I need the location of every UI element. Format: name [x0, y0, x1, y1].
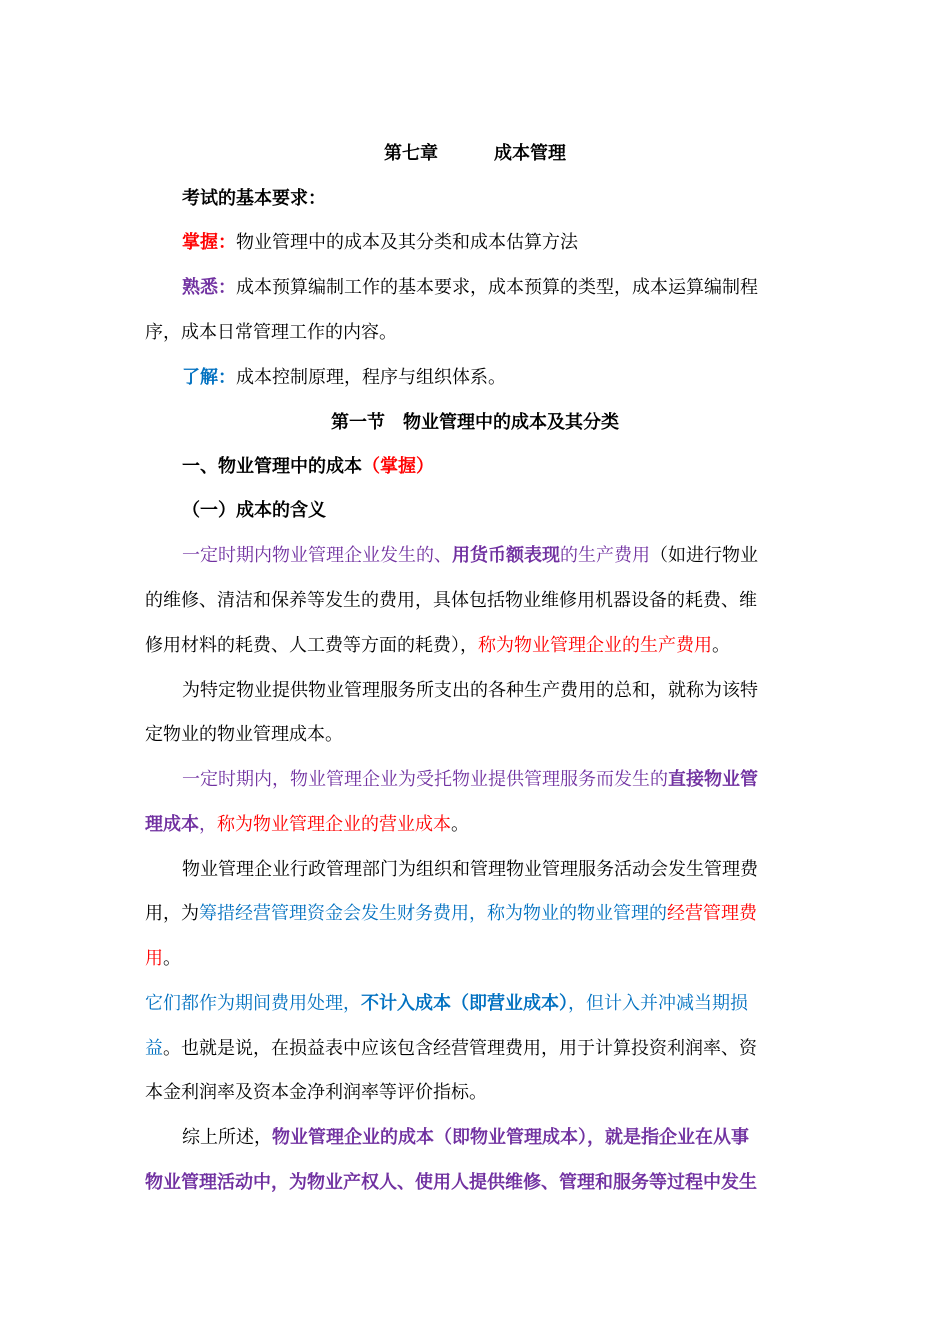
know-text: 成本控制原理，程序与组织体系。 — [236, 367, 506, 388]
know-line — [182, 365, 506, 391]
paragraph-1-line-1: 一定时期内物业管理企业发生的、用货币额表现的生产费用（如进行物业 — [182, 545, 758, 566]
section-title — [0, 410, 950, 436]
heading-level-1 — [182, 454, 434, 480]
paragraph-5-line-2: 益。也就是说，在损益表中应该包含经营管理费用，用于计算投资利润率、资 — [145, 1038, 757, 1059]
paragraph-5-line-1: 它们都作为期间费用处理，不计入成本（即营业成本），但计入并冲减当期损 — [145, 993, 748, 1014]
heading-1-tag: （掌握） — [362, 456, 434, 477]
know-label: 了解： — [182, 367, 236, 388]
paragraph-1-line-3: 修用材料的耗费、人工费等方面的耗费），称为物业管理企业的生产费用。 — [145, 635, 730, 656]
chapter-number: 第七章 — [384, 143, 438, 164]
paragraph-6-line-2: 物业管理活动中，为物业产权人、使用人提供维修、管理和服务等过程中发生 — [145, 1172, 757, 1193]
paragraph-3-line-1: 一定时期内，物业管理企业为受托物业提供管理服务而发生的直接物业管 — [182, 769, 758, 790]
paragraph-1-line-2: 的维修、清洁和保养等发生的费用，具体包括物业维修用机器设备的耗费、维 — [145, 590, 757, 611]
paragraph-4-line-2: 用，为筹措经营管理资金会发生财务费用，称为物业的物业管理的经营管理费 — [145, 903, 757, 924]
section-name: 物业管理中的成本及其分类 — [403, 412, 619, 433]
paragraph-4-line-3: 用。 — [145, 948, 181, 969]
paragraph-4-line-1: 物业管理企业行政管理部门为组织和管理物业管理服务活动会发生管理费 — [182, 859, 758, 880]
paragraph-2-line-1: 为特定物业提供物业管理服务所支出的各种生产费用的总和，就称为该特 — [182, 680, 758, 701]
master-label: 掌握： — [182, 232, 236, 253]
section-number: 第一节 — [331, 412, 385, 433]
paragraph-3-line-2: 理成本，称为物业管理企业的营业成本。 — [145, 814, 469, 835]
heading-level-2: （一）成本的含义 — [182, 500, 326, 521]
paragraph-5-line-3: 本金利润率及资本金净利润率等评价指标。 — [145, 1082, 487, 1103]
master-text: 物业管理中的成本及其分类和成本估算方法 — [236, 232, 578, 253]
requirements-heading: 考试的基本要求： — [182, 188, 326, 209]
heading-1-text: 一、物业管理中的成本 — [182, 456, 362, 477]
paragraph-2-line-2: 定物业的物业管理成本。 — [145, 724, 343, 745]
familiar-label: 熟悉： — [182, 277, 236, 298]
familiar-text-cont: 序，成本日常管理工作的内容。 — [145, 322, 397, 343]
master-line — [182, 230, 578, 256]
paragraph-6-line-1: 综上所述，物业管理企业的成本（即物业管理成本），就是指企业在从事 — [182, 1127, 749, 1148]
familiar-text: 成本预算编制工作的基本要求，成本预算的类型，成本运算编制程 — [236, 277, 758, 298]
chapter-title — [0, 141, 950, 167]
chapter-name: 成本管理 — [494, 143, 566, 164]
familiar-line — [182, 275, 758, 301]
